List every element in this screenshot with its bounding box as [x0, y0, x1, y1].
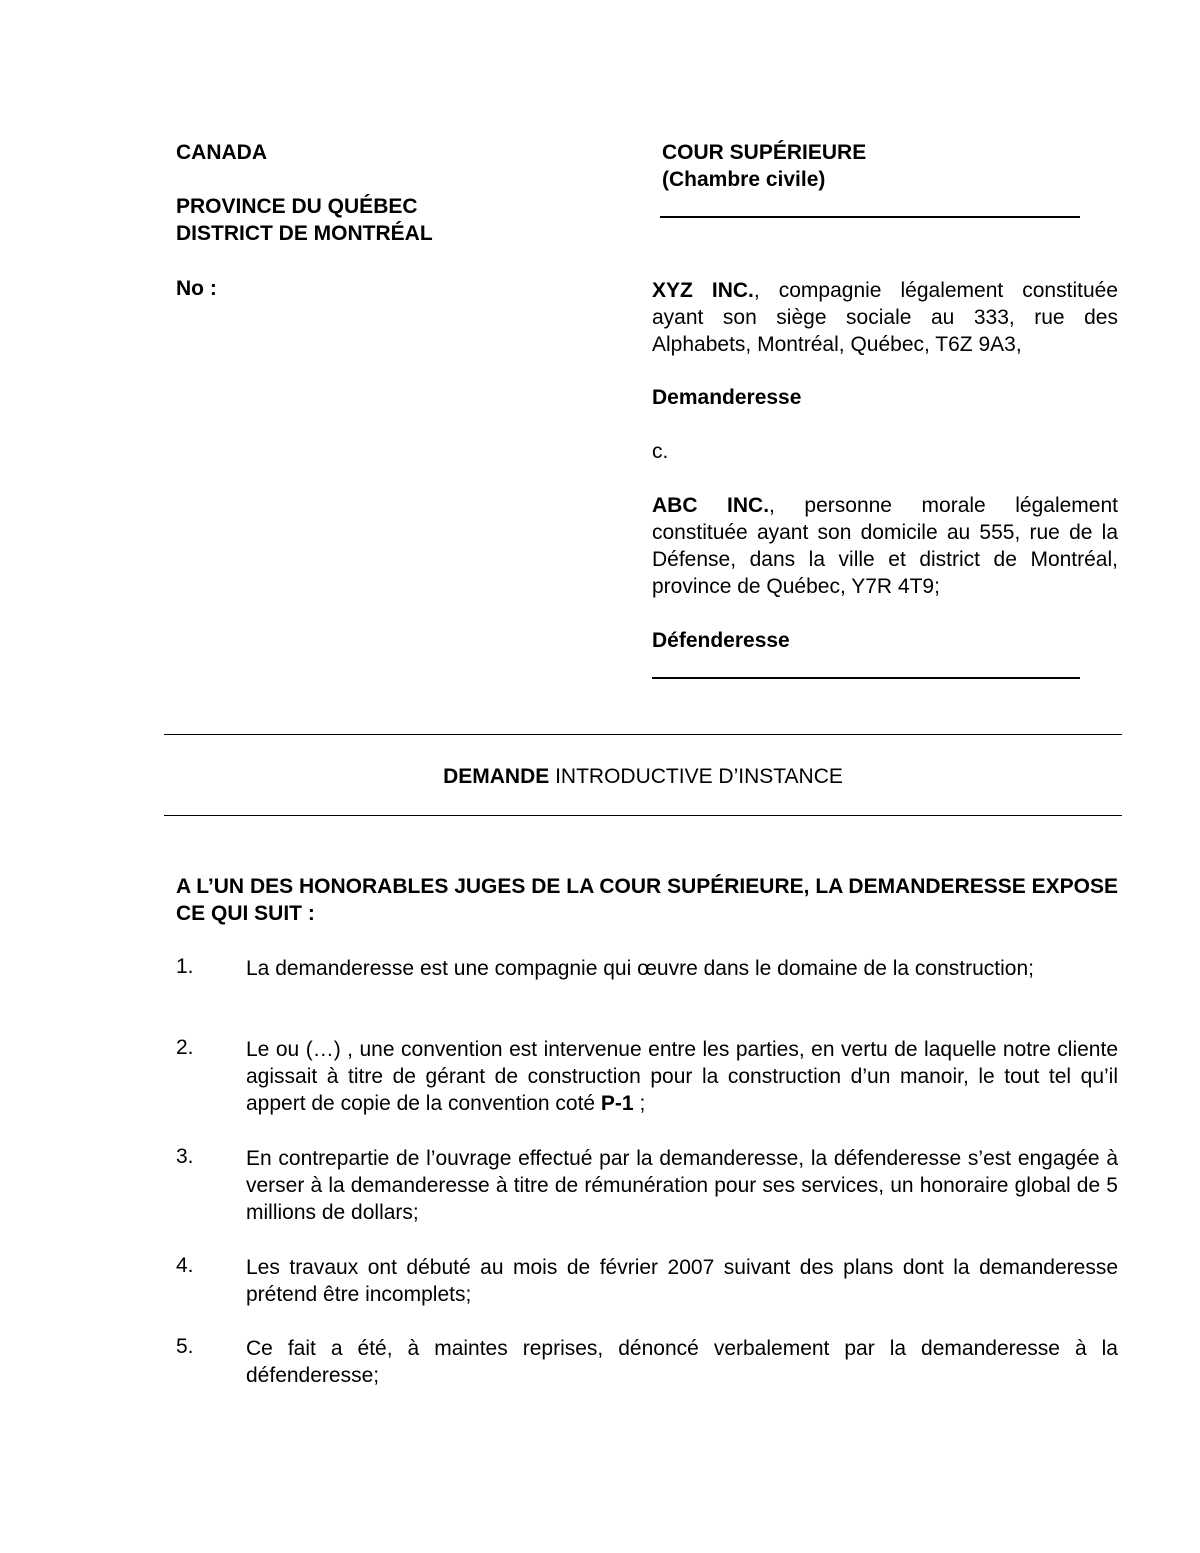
parties-divider [652, 677, 1080, 679]
item-number-3: 3. [176, 1145, 194, 1168]
defendant-block [652, 492, 1118, 600]
item-text-3: En contrepartie de l’ouvrage effectué par la demanderesse, la défenderesse s’est engagée à verser à la demanderesse à titre de rémunération pour ses services, un honoraire global de 5 millions de dollars; [246, 1147, 1118, 1224]
court-name: COUR SUPÉRIEURE [662, 141, 867, 164]
item-2-body: Le ou (…) , une convention est intervenue entre les parties, en vertu de laquelle notre cliente agissait à titre de gérant de construction pour la construction d’un manoir, le tout tel qu’il appert de copie de la convention coté [246, 1038, 1118, 1115]
title-bold: DEMANDE [443, 765, 550, 788]
document-title [164, 765, 1122, 789]
versus-label: c. [652, 440, 669, 463]
country-label: CANADA [176, 141, 267, 164]
title-bottom-rule [164, 815, 1122, 816]
defendant-name: ABC INC. [652, 494, 770, 517]
title-top-rule [164, 734, 1122, 735]
item-number-2: 2. [176, 1036, 194, 1059]
plaintiff-name: XYZ INC. [652, 279, 754, 302]
item-number-4: 4. [176, 1254, 194, 1277]
court-chamber: (Chambre civile) [662, 168, 826, 191]
plaintiff-description: , compagnie légalement constituée ayant son siège sociale au 333, rue des Alphabets, Montréal, Québec, T6Z 9A3, [652, 279, 1118, 356]
defendant-role: Défenderesse [652, 629, 790, 652]
defendant-description: , personne morale légalement constituée ayant son domicile au 555, rue de la Défense, dans la ville et district de Montréal, province de Québec, Y7R 4T9; [652, 494, 1118, 598]
plaintiff-block [652, 277, 1118, 358]
item-number-1: 1. [176, 955, 194, 978]
court-divider [660, 216, 1080, 218]
file-number-label: No : [176, 277, 217, 300]
item-2-end: ; [633, 1092, 646, 1115]
item-text-4: Les travaux ont débuté au mois de février 2007 suivant des plans dont la demanderesse prétend être incomplets; [246, 1256, 1118, 1306]
item-text-2 [246, 1036, 1118, 1117]
item-text-5: Ce fait a été, à maintes reprises, dénoncé verbalement par la demanderesse à la défenderesse; [246, 1337, 1118, 1387]
item-number-5: 5. [176, 1335, 194, 1358]
court-address: A L’UN DES HONORABLES JUGES DE LA COUR SUPÉRIEURE, LA DEMANDERESSE EXPOSE CE QUI SUIT : [176, 875, 1118, 925]
province-label: PROVINCE DU QUÉBEC [176, 195, 418, 218]
exhibit-reference: P-1 [600, 1092, 634, 1115]
item-text-1: La demanderesse est une compagnie qui œuvre dans le domaine de la construction; [246, 957, 1034, 980]
title-rest: INTRODUCTIVE D’INSTANCE [549, 765, 843, 788]
district-label: DISTRICT DE MONTRÉAL [176, 222, 433, 245]
plaintiff-role: Demanderesse [652, 386, 802, 409]
